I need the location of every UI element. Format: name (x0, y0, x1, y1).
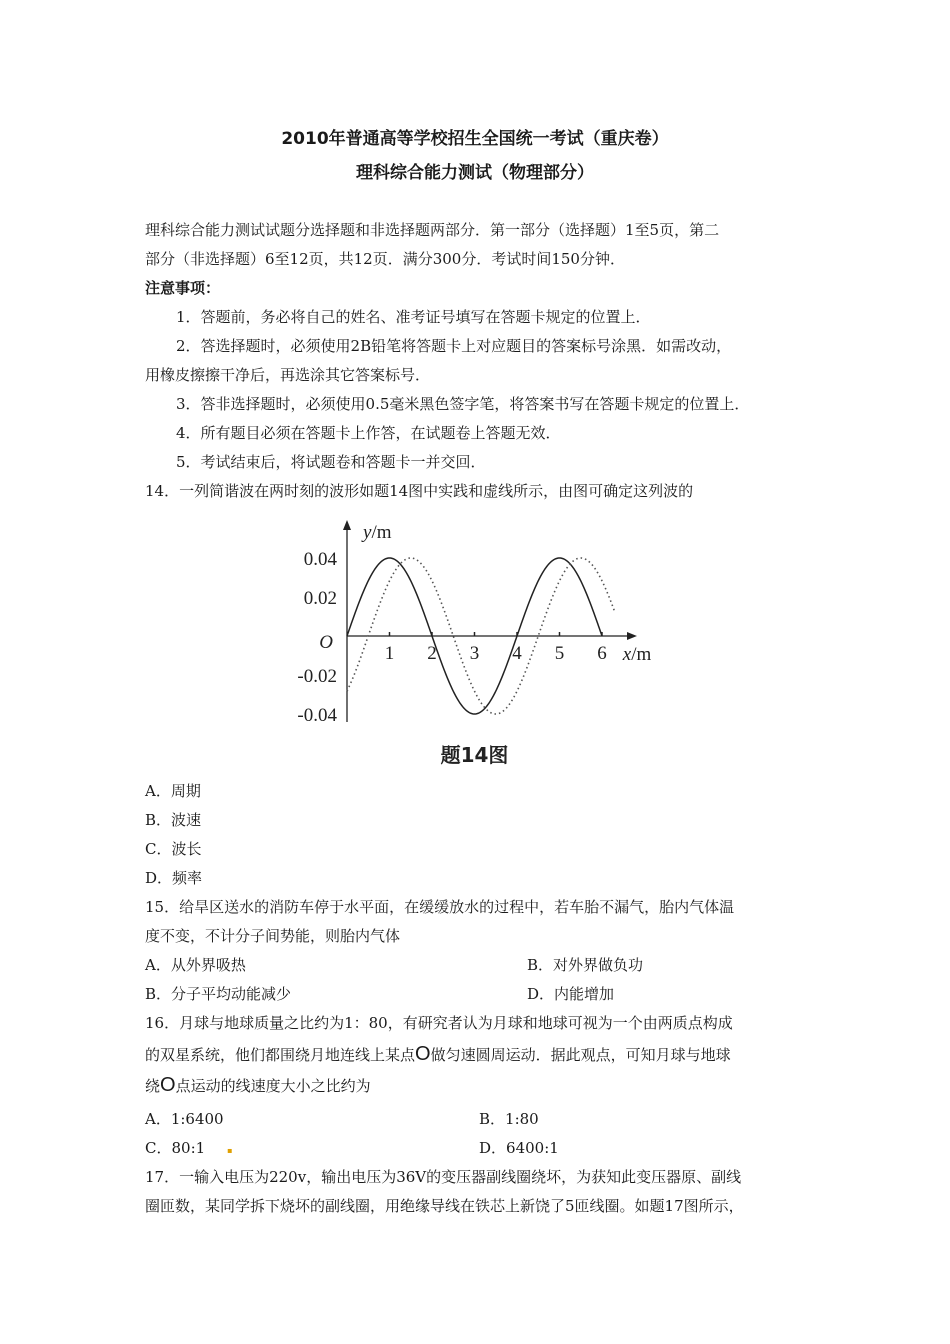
q16-option-c (145, 1137, 233, 1158)
x-axis-arrow (627, 632, 637, 640)
q16-line-3-post: 点运动的线速度大小之比约为 (175, 1077, 371, 1095)
notice-item-5: 5．考试结束后，将试题卷和答题卡一并交回． (176, 453, 486, 471)
q14-stem: 14．一列简谐波在两时刻的波形如题14图中实践和虚线所示，由图可确定这列波的 (145, 482, 694, 500)
paper-title: 2010年普通高等学校招生全国统一考试（重庆卷） (281, 129, 669, 149)
q16-option-a: A．1:6400 (145, 1110, 224, 1128)
q16-line-2-post: 做匀速圆周运动．据此观点，可知月球与地球 (430, 1046, 731, 1064)
chart-title: 题14图 (440, 743, 509, 767)
stray-mark: ▪ (227, 1146, 233, 1155)
q16-option-d: D．6400:1 (479, 1139, 559, 1157)
notice-item-2a: 2．答选择题时，必须使用2B铅笔将答题卡上对应题目的答案标号涂黑．如需改动， (176, 337, 732, 355)
q14-option-d: D．频率 (145, 869, 203, 887)
point-o-label: O (415, 1043, 431, 1065)
q15-line-1: 15．给旱区送水的消防车停于水平面，在缓缓放水的过程中，若车胎不漏气，胎内气体温 (145, 898, 735, 916)
notice-item-4: 4．所有题目必须在答题卡上作答，在试题卷上答题无效． (176, 424, 561, 442)
y-axis-arrow (343, 520, 351, 530)
x-tick-label: 4 (512, 643, 522, 664)
q17-line-2: 圈匝数，某同学拆下烧坏的副线圈，用绝缘导线在铁芯上新饶了5匝线圈。如题17图所示， (145, 1197, 744, 1215)
chart-ticks (297, 549, 606, 726)
q16-line-2 (145, 1043, 731, 1066)
q16-option-c-text: C．80:1 (145, 1139, 206, 1157)
q16-line-1: 16．月球与地球质量之比约为1：80，有研究者认为月球和地球可视为一个由两质点构成 (145, 1014, 733, 1032)
y-tick-label: -0.04 (297, 705, 337, 726)
point-o-label-2: O (160, 1074, 176, 1096)
intro-line-2: 部分（非选择题）6至12页，共12页．满分300分．考试时间150分钟． (145, 250, 625, 268)
q16-line-3-pre: 绕 (145, 1077, 161, 1095)
q15-option-c: B．分子平均动能减少 (145, 985, 292, 1003)
q16-line-3 (145, 1074, 371, 1097)
notice-item-2b: 用橡皮擦擦干净后，再选涂其它答案标号． (145, 366, 431, 384)
q17-line-1: 17．一输入电压为220v，输出电压为36V的变压器副线圈绕坏，为获知此变压器原、副线 (145, 1168, 742, 1186)
x-axis-label: x/m (622, 644, 652, 665)
q15-line-2: 度不变，不计分子间势能，则胎内气体 (145, 927, 401, 945)
q16-option-b: B．1:80 (479, 1110, 539, 1128)
intro-line-1: 理科综合能力测试试题分选择题和非选择题两部分．第一部分（选择题）1至5页，第二 (145, 221, 720, 239)
q14-option-b: B．波速 (145, 811, 202, 829)
q15-option-d: D．内能增加 (527, 985, 615, 1003)
x-tick-label: 1 (384, 643, 395, 664)
x-tick-label: 3 (469, 643, 480, 664)
q16-line-2-pre: 的双星系统，他们都围绕月地连线上某点 (145, 1046, 416, 1064)
chart-axes (343, 520, 637, 722)
q15-option-a: A．从外界吸热 (145, 956, 246, 974)
y-tick-label: 0.04 (303, 549, 337, 570)
wave-chart (280, 512, 700, 772)
y-tick-label: 0.02 (303, 588, 337, 609)
y-axis-label: y/m (363, 522, 392, 543)
notice-item-3: 3．答非选择题时，必须使用0.5毫米黑色签字笔，将答案书写在答题卡规定的位置上． (176, 395, 750, 413)
q14-option-c: C．波长 (145, 840, 202, 858)
notice-heading: 注意事项： (145, 279, 221, 297)
paper-subtitle: 理科综合能力测试（物理部分） (356, 163, 594, 183)
y-tick-label: -0.02 (297, 666, 337, 687)
x-tick-label: 2 (427, 643, 437, 664)
x-tick-label: 5 (554, 643, 565, 664)
x-tick-label: 6 (597, 643, 607, 664)
q15-option-b: B．对外界做负功 (527, 956, 644, 974)
notice-item-1: 1．答题前，务必将自己的姓名、准考证号填写在答题卡规定的位置上． (176, 308, 651, 326)
origin-label: O (319, 632, 333, 653)
q14-option-a: A．周期 (145, 782, 201, 800)
